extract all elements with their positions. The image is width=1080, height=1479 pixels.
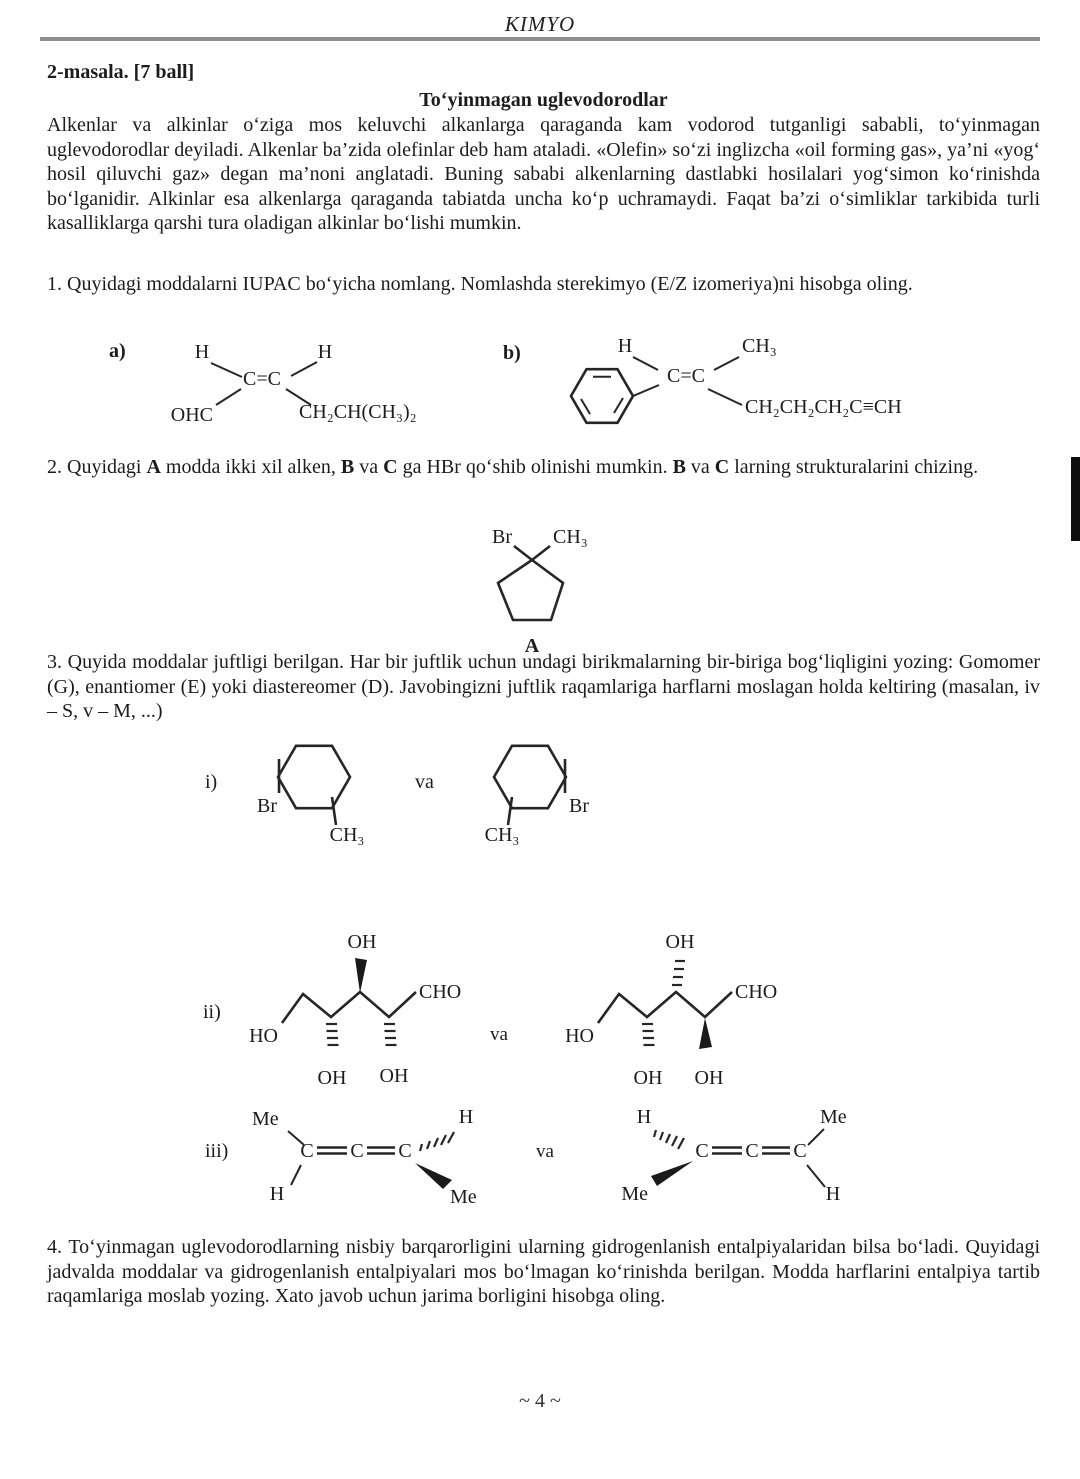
- pair-ii-left-ho: HO: [249, 1025, 278, 1047]
- question-2-bold-c2: C: [714, 456, 730, 478]
- cyclopentane-ring: [498, 560, 563, 620]
- compound-a-ch3: CH₃: [553, 526, 588, 548]
- pair-iii-left-h-bl: H: [269, 1183, 285, 1205]
- pair-ii-label: ii): [203, 1001, 221, 1023]
- pair-ii-right-oh-top: OH: [665, 931, 695, 953]
- hashed-bond: [654, 1130, 684, 1149]
- hashed-bond: [642, 1024, 655, 1045]
- double-bond: [367, 1148, 395, 1154]
- structure-b-label: b): [503, 342, 521, 364]
- structure-a-substituent-h-topright: H: [317, 341, 333, 363]
- question-2-bold-b2: B: [672, 456, 686, 478]
- question-2-segment: va: [354, 456, 384, 478]
- pair-ii-connector: va: [490, 1024, 508, 1045]
- pair-i-label: i): [205, 771, 218, 793]
- structure-a-double-bond: C=C: [243, 368, 281, 390]
- pair-ii-left-oh-b1: OH: [317, 1067, 347, 1089]
- bond: [216, 389, 241, 405]
- double-bond: [317, 1148, 347, 1154]
- compound-a-br: Br: [492, 526, 512, 548]
- question-2-segment: modda ikki xil alken,: [160, 456, 341, 478]
- pair-iii-right-h-tl: H: [636, 1106, 652, 1128]
- pair-ii-right-cho: CHO: [735, 981, 778, 1003]
- structure-a: [95, 325, 485, 450]
- bond: [211, 363, 242, 377]
- intro-paragraph: Alkenlar va alkinlar o‘ziga mos keluvchi alkanlarga qaraganda kam vodorod tutganligi sababli, to‘yinmagan uglevodorodlar deyiladi. Alkenlar ba’zida olefinlar deb ham ataladi. «Olefin» so‘zi inglizcha «oil forming gas», ya’ni «yog‘ hosil qiluvchi gaz» degan ma’noni anglatadi. Buning sababi alkenlarning dastlabki hosilalari yog‘simon ko‘rinishda bo‘lganidir. Alkinlar esa alkenlarga qaraganda tabiatda uncha ko‘p uchramaydi. Faqat ba’zi o‘simliklar tarkibida turli kasalliklarga qarshi tura oladigan alkinlar bo‘lishi mumkin.: [47, 114, 1040, 235]
- pair-iii-right-c3: C: [793, 1140, 807, 1162]
- double-bond: [762, 1148, 790, 1154]
- hashed-bond: [384, 1024, 397, 1045]
- pair-iii-left-me-br: Me: [450, 1186, 477, 1208]
- structure-a-label: a): [109, 340, 126, 362]
- carbon-chain: [282, 992, 416, 1023]
- structure-b-double-bond: C=C: [667, 365, 705, 387]
- structure-pair-ii: [190, 905, 840, 1090]
- pair-iii-right-me-tr: Me: [820, 1106, 847, 1128]
- pair-ii-right-oh-b1: OH: [633, 1067, 663, 1089]
- question-2: [47, 455, 1040, 480]
- bond: [291, 1165, 301, 1185]
- pair-iii-label: iii): [205, 1140, 229, 1162]
- cyclohexane-ring-right: [494, 746, 566, 825]
- question-2-bold-c: C: [383, 456, 398, 478]
- pair-iii-left-c3: C: [398, 1140, 412, 1162]
- question-2-segment: 2. Quyidagi: [47, 456, 147, 478]
- bond: [514, 546, 532, 560]
- pair-i-connector: va: [415, 771, 434, 793]
- bond: [633, 385, 659, 396]
- question-1: 1. Quyidagi moddalarni IUPAC bo‘yicha nomlang. Nomlashda sterekimyo (E/Z izomeriya)ni hisobga oling.: [47, 273, 913, 295]
- benzene-ring: [571, 369, 633, 423]
- pair-iii-left-h-tr: H: [458, 1106, 474, 1128]
- pair-ii-left-oh-top: OH: [347, 931, 377, 953]
- wedge-bond: [699, 1018, 712, 1049]
- page-number: ~ 4 ~: [519, 1390, 561, 1412]
- question-3: 3. Quyida moddalar juftligi berilgan. Har bir juftlik uchun undagi birikmalarning bir-biriga bog‘liqligini yozing: Gomomer (G), enantiomer (E) yoki diastereomer (D). Javobingizni juftlik raqamlariga harflarni moslagan holda keltiring (masalan, iv – S, v – M, ...): [47, 651, 1040, 723]
- question-4: 4. To‘yinmagan uglevodorodlarning nisbiy barqarorligini ularning gidrogenlanish entalpiyalaridan bilsa bo‘ladi. Quyidagi jadvalda moddalar va gidrogenlanish entalpiyalari mos bo‘lmagan ko‘rinishda berilgan. Modda harflarini entalpiya tartib raqamlariga moslab yozing. Xato javob uchun jarima borligini hisobga oling.: [47, 1236, 1040, 1308]
- bond: [807, 1165, 825, 1187]
- structure-b-substituent-ch3: CH₃: [742, 335, 777, 357]
- pair-iii-left-c2: C: [350, 1140, 364, 1162]
- structure-pair-i: [150, 735, 720, 860]
- double-bond: [712, 1148, 742, 1154]
- bond: [708, 389, 742, 405]
- scan-artifact-bar: [1071, 457, 1080, 541]
- pair-iii-right-c1: C: [695, 1140, 709, 1162]
- bond: [808, 1129, 824, 1145]
- compound-a-caption: A: [524, 635, 540, 657]
- bond: [633, 357, 658, 370]
- pair-ii-right-oh-b2: OH: [694, 1067, 724, 1089]
- cyclohexane-ring-left: [278, 746, 350, 825]
- question-2-segment: va: [685, 456, 715, 478]
- pair-iii-left-c1: C: [300, 1140, 314, 1162]
- wedge-bond: [415, 1163, 452, 1189]
- page-header-title: KIMYO: [504, 12, 576, 36]
- carbon-chain: [598, 992, 732, 1023]
- structure-a-substituent-ohc: OHC: [170, 404, 213, 426]
- pair-iii-right-c2: C: [745, 1140, 759, 1162]
- structure-a-substituent-chain: CH₂CH(CH₃)₂: [299, 401, 417, 423]
- pair-iii-left-me-tl: Me: [252, 1108, 279, 1130]
- bond: [532, 546, 550, 560]
- structure-b-substituent-chain: CH₂CH₂CH₂C≡CH: [745, 396, 902, 418]
- question-2-bold-a: A: [146, 456, 161, 478]
- bond: [714, 357, 739, 370]
- wedge-bond: [651, 1161, 693, 1186]
- pair-i-right-br: Br: [569, 795, 589, 817]
- structure-pair-iii: [195, 1095, 865, 1215]
- hashed-bond: [326, 1024, 339, 1045]
- hashed-bond: [420, 1132, 454, 1151]
- header-rule: [40, 37, 1040, 41]
- section-title: To‘yinmagan uglevodorodlar: [419, 89, 668, 111]
- question-2-bold-b: B: [340, 456, 355, 478]
- structure-a-substituent-h-topleft: H: [194, 341, 210, 363]
- problem-heading: 2-masala. [7 ball]: [47, 61, 195, 83]
- wedge-bond: [355, 958, 367, 993]
- bond: [291, 362, 317, 376]
- pair-iii-right-me-bl: Me: [621, 1183, 648, 1205]
- pair-i-left-ch3: CH₃: [329, 824, 365, 846]
- pair-i-right-ch3: CH₃: [484, 824, 520, 846]
- structure-b-substituent-h: H: [617, 335, 633, 357]
- pair-i-left-br: Br: [257, 795, 277, 817]
- structure-b: [495, 312, 975, 452]
- hashed-bond: [672, 961, 685, 985]
- pair-ii-left-oh-b2: OH: [379, 1065, 409, 1087]
- pair-ii-left-cho: CHO: [419, 981, 462, 1003]
- pair-ii-right-ho: HO: [565, 1025, 594, 1047]
- pair-iii-connector: va: [536, 1141, 554, 1162]
- pair-iii-right-h-br: H: [825, 1183, 841, 1205]
- question-2-segment: larning strukturalarini chizing.: [729, 456, 979, 478]
- question-2-segment: ga HBr qo‘shib olinishi mumkin.: [397, 456, 673, 478]
- structure-compound-a: [455, 505, 685, 660]
